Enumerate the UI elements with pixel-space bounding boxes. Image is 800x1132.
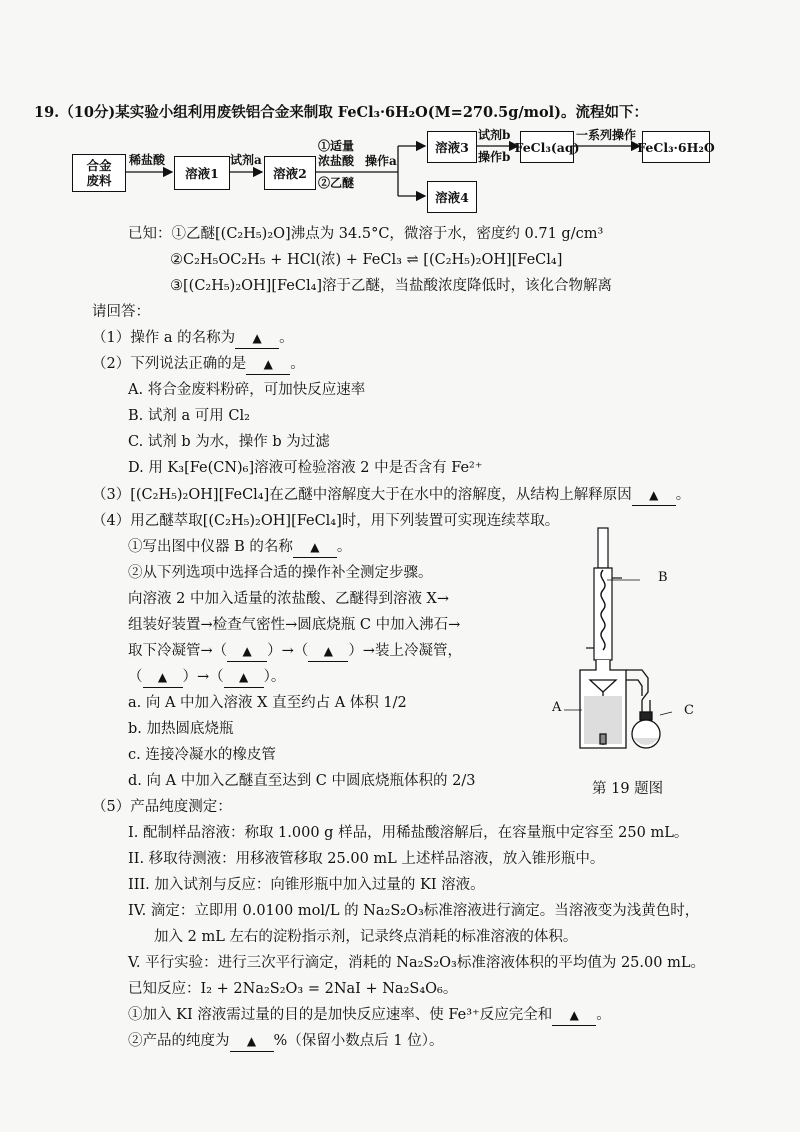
q5-step-1: I. 配制样品溶液：称取 1.000 g 样品，用稀盐酸溶解后，在容量瓶中定容至 250 mL。 <box>128 825 689 841</box>
q5-sub2-blank: ▲ <box>230 1031 274 1052</box>
q4-sub1: ①写出图中仪器 B 的名称 ▲ 。 <box>128 537 351 558</box>
round-bottom-flask-c <box>632 700 672 748</box>
flow-label-reagent-b: 试剂b <box>478 128 511 142</box>
q5-step-4a: IV. 滴定：立即用 0.0100 mol/L 的 Na₂S₂O₃标准溶液进行滴定。当溶液变为浅黄色时， <box>128 903 700 919</box>
q2-answer-blank: ▲ <box>246 354 290 375</box>
known-2: ②C₂H₅OC₂H₅ + HCl(浓) + FeCl₃ ⇌ [(C₂H₅)₂OH][FeCl₄] <box>170 252 563 268</box>
condenser-b <box>586 528 640 660</box>
q5-step-5: V. 平行实验：进行三次平行滴定，消耗的 Na₂S₂O₃标准溶液体积的平均值为 25.00 mL。 <box>128 955 705 971</box>
q2-option-c: C. 试剂 b 为水，操作 b 为过滤 <box>128 434 330 450</box>
q4-option-d: d. 向 A 中加入乙醚直至达到 C 中圆底烧瓶体积的 2/3 <box>128 773 476 789</box>
q4-step3-blank-1: ▲ <box>227 641 267 662</box>
q4-step3: 取下冷凝管→（ ▲ ）→（ ▲ ）→装上冷凝管， <box>128 641 462 662</box>
q4-step4-blank-2: ▲ <box>224 667 264 688</box>
q4-step4: （ ▲ ）→（ ▲ ）。 <box>128 667 285 688</box>
flow-label-conc-hcl: 浓盐酸 <box>318 154 355 168</box>
known-3: ③[(C₂H₅)₂OH][FeCl₄]溶于乙醚，当盐酸浓度降低时，该化合物解离 <box>170 278 613 294</box>
q5-step-4b: 加入 2 mL 左右的淀粉指示剂，记录终点消耗的标准溶液的体积。 <box>154 929 578 945</box>
q4-sub2: ②从下列选项中选择合适的操作补全测定步骤。 <box>128 565 433 581</box>
q2-option-b: B. 试剂 a 可用 Cl₂ <box>128 408 250 424</box>
q4-step4-blank-1: ▲ <box>143 667 183 688</box>
q5-step-2: II. 移取待测液：用移液管移取 25.00 mL 上述样品溶液，放入锥形瓶中。 <box>128 851 605 867</box>
q4-option-b: b. 加热圆底烧瓶 <box>128 721 234 737</box>
prompt-answer: 请回答： <box>92 304 150 320</box>
q5-line: （5）产品纯度测定： <box>92 799 232 815</box>
q2-option-d: D. 用 K₃[Fe(CN)₆]溶液可检验溶液 2 中是否含有 Fe²⁺ <box>128 460 483 476</box>
q5-sub1: ①加入 KI 溶液需过量的目的是加快反应速率、使 Fe³⁺反应完全和 ▲ 。 <box>128 1005 611 1026</box>
q3-answer-blank: ▲ <box>632 485 676 506</box>
q3-line: （3）[(C₂H₅)₂OH][FeCl₄]在乙醚中溶解度大于在水中的溶解度，从结构上解释原因 ▲ 。 <box>92 485 690 506</box>
flow-box-fecl3-aq: FeCl₃(aq) <box>520 131 574 163</box>
q5-sub2: ②产品的纯度为 ▲ %（保留小数点后 1 位）。 <box>128 1031 443 1052</box>
flow-label-dilute-hcl: 稀盐酸 <box>129 153 166 167</box>
q4-sub1-blank: ▲ <box>293 537 337 558</box>
q4-step1: 向溶液 2 中加入适量的浓盐酸、乙醚得到溶液 X→ <box>128 591 450 607</box>
figure-caption: 第 19 题图 <box>592 781 664 797</box>
figure-label-a: A <box>552 700 562 715</box>
flow-box-solution-1: 溶液1 <box>174 156 230 190</box>
flow-label-operation-b: 操作b <box>478 150 511 164</box>
flow-box-solution-2: 溶液2 <box>264 156 316 190</box>
figure-label-b: B <box>658 570 668 585</box>
flow-label-step-1: ①适量 <box>318 139 355 153</box>
q4-step3-blank-2: ▲ <box>308 641 348 662</box>
q4-option-c: c. 连接冷凝水的橡皮管 <box>128 747 276 763</box>
q4-option-a: a. 向 A 中加入溶液 X 直至约占 A 体积 1/2 <box>128 695 407 711</box>
q2-option-a: A. 将合金废料粉碎，可加快反应速率 <box>128 382 366 398</box>
q4-line: （4）用乙醚萃取[(C₂H₅)₂OH][FeCl₄]时，用下列装置可实现连续萃取。 <box>92 513 560 529</box>
figure-label-c: C <box>684 703 694 718</box>
extraction-apparatus-diagram <box>560 520 700 780</box>
q5-reaction: 已知反应：I₂ + 2Na₂S₂O₃ = 2NaI + Na₂S₄O₆。 <box>128 981 458 997</box>
known-1: 已知：①乙醚[(C₂H₅)₂O]沸点为 34.5°C，微溶于水，密度约 0.71 g/cm³ <box>128 226 604 242</box>
flow-box-product: FeCl₃·6H₂O <box>642 131 710 163</box>
flow-label-reagent-a: 试剂a <box>230 153 262 167</box>
q4-step2: 组装好装置→检查气密性→圆底烧瓶 C 中加入沸石→ <box>128 617 461 633</box>
q2-line: （2）下列说法正确的是 ▲ 。 <box>92 354 305 375</box>
flow-box-solution-4: 溶液4 <box>427 181 477 213</box>
q5-sub1-blank: ▲ <box>552 1005 596 1026</box>
q1-line: （1）操作 a 的名称为 ▲ 。 <box>92 328 294 349</box>
q5-step-3: III. 加入试剂与反应：向锥形瓶中加入过量的 KI 溶液。 <box>128 877 485 893</box>
flow-chart-arrows <box>0 0 800 230</box>
question-header: 19.（10分)某实验小组利用废铁铝合金来制取 FeCl₃·6H₂O(M=270.5g/mol)。流程如下： <box>34 104 649 121</box>
flow-label-operation-a: 操作a <box>365 154 397 168</box>
flow-box-solution-3: 溶液3 <box>427 131 477 163</box>
flow-label-ether: ②乙醚 <box>318 176 355 190</box>
q1-answer-blank: ▲ <box>235 328 279 349</box>
flow-box-alloy-waste: 合金 废料 <box>72 154 126 192</box>
flow-label-series-ops: 一系列操作 <box>576 128 637 142</box>
